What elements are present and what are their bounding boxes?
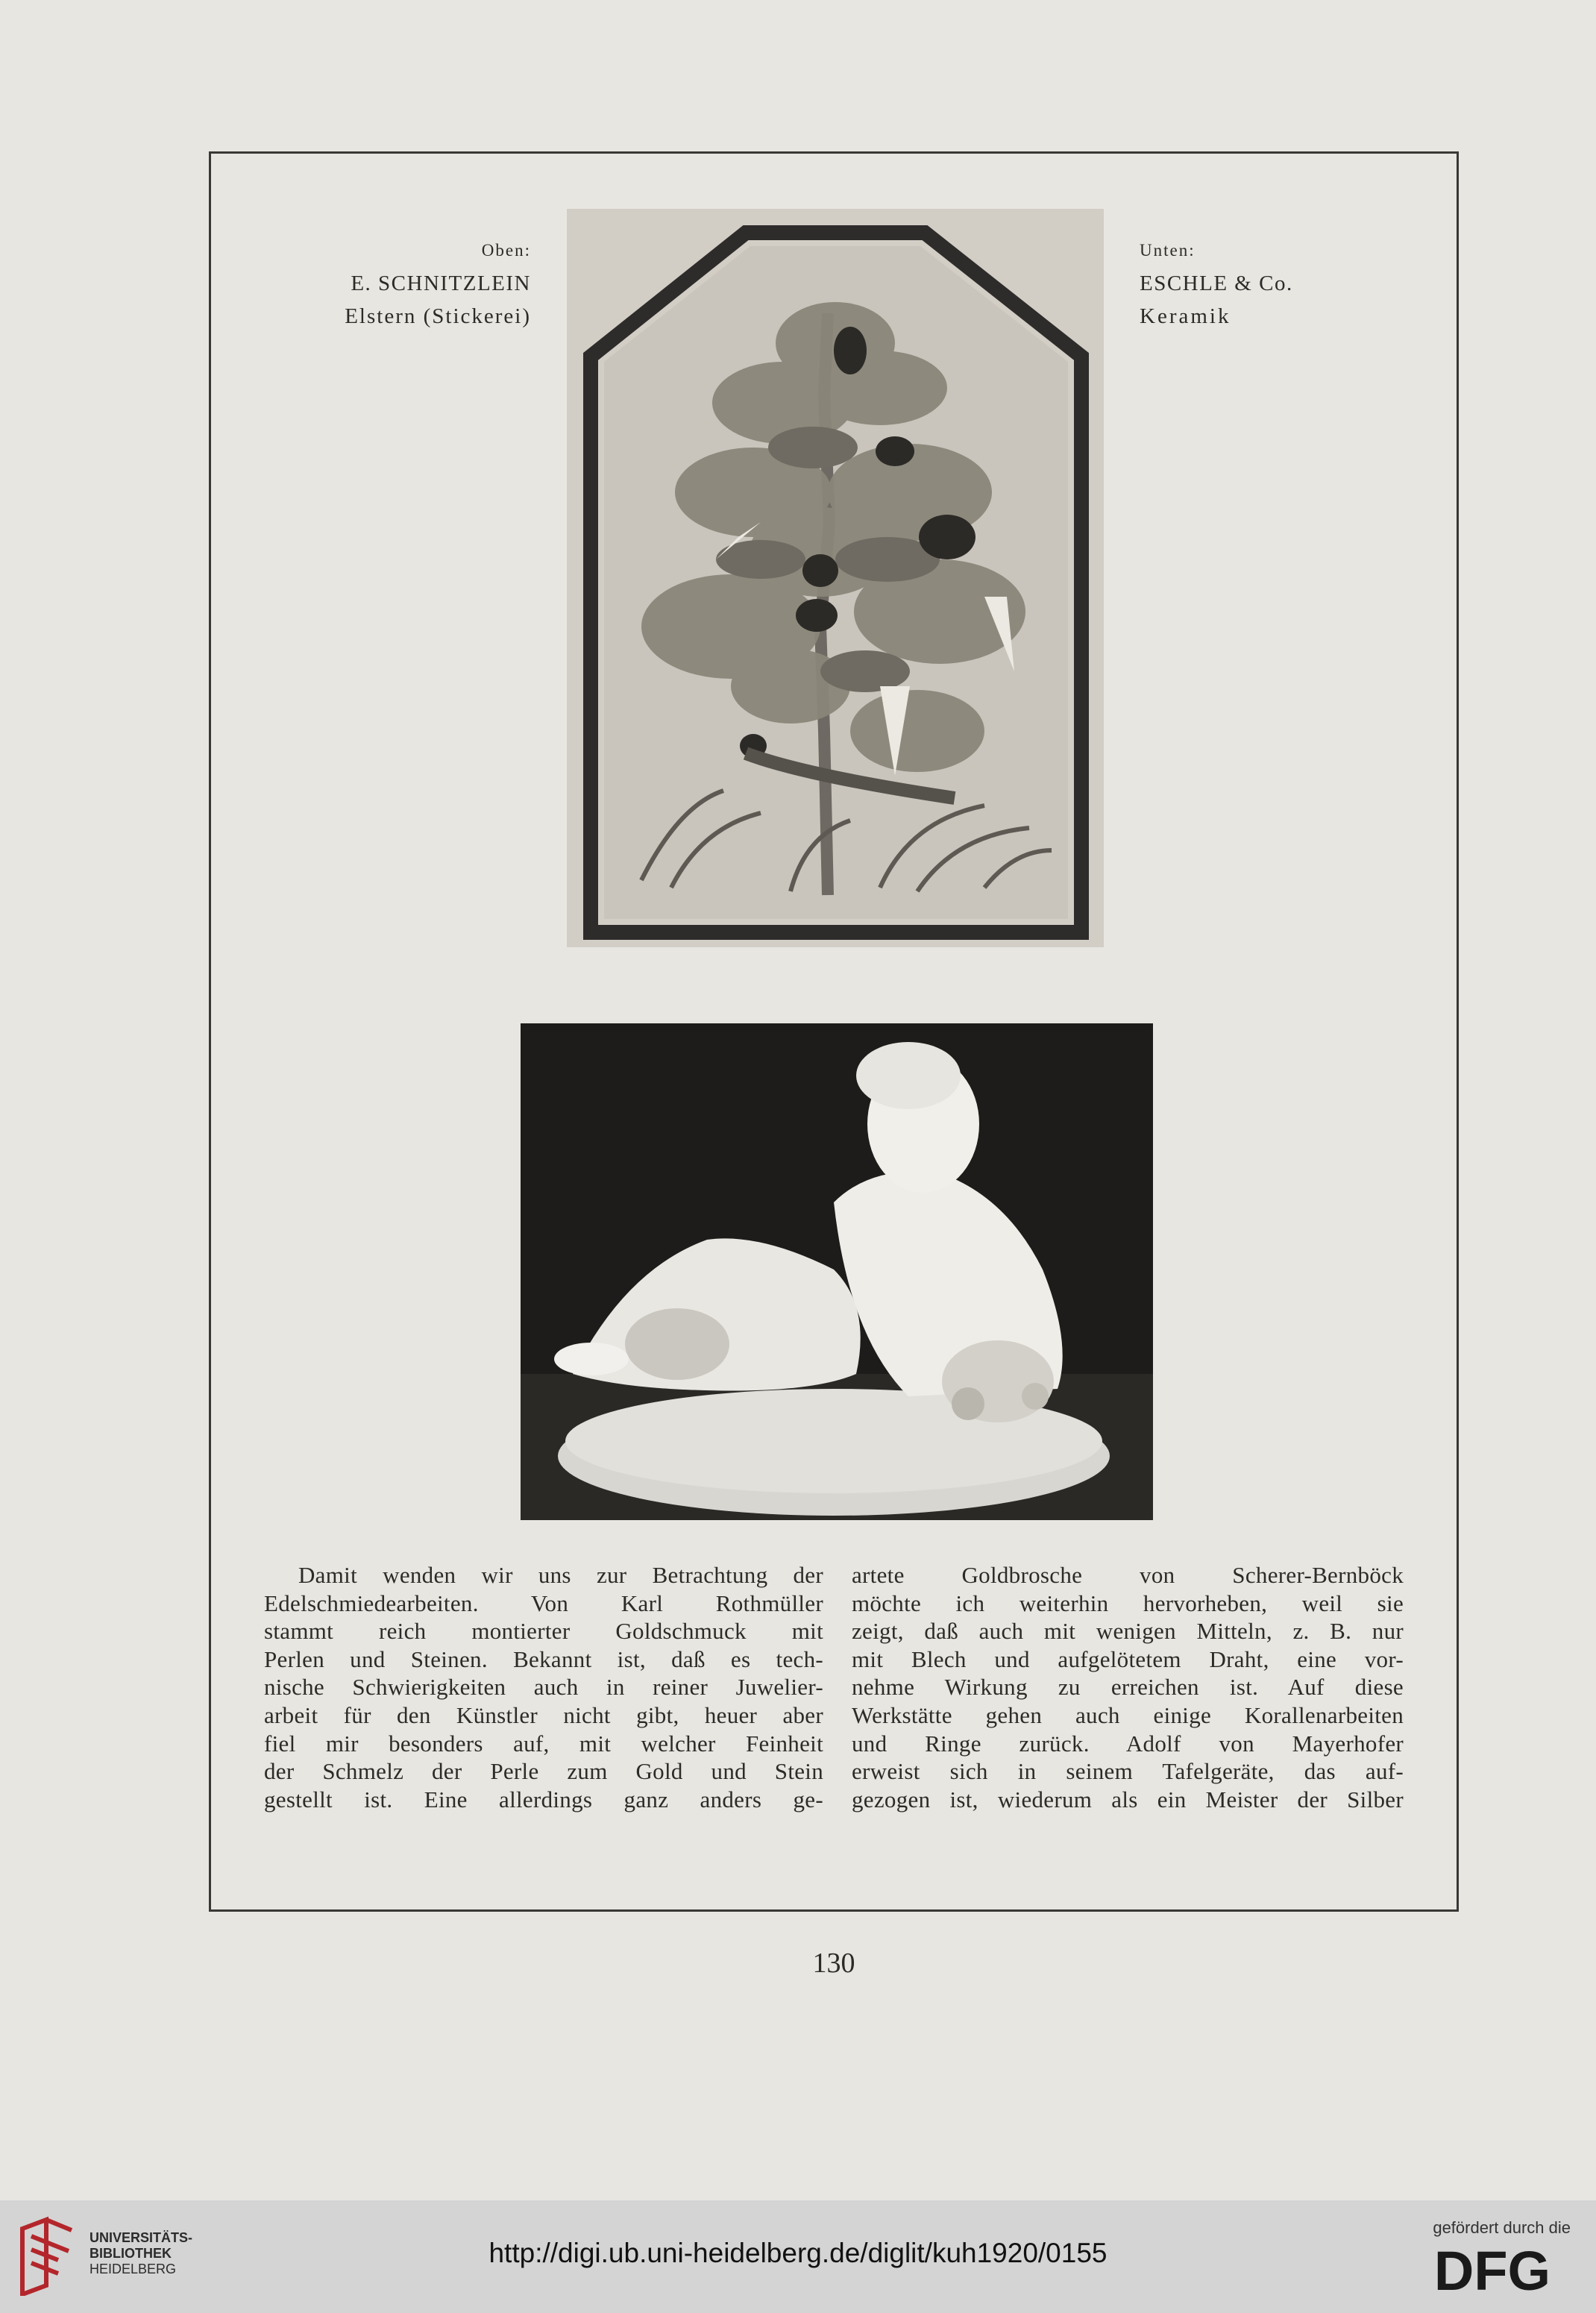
viewer-footer [0,2200,1596,2313]
caption-top-image [345,234,531,333]
text-line: gezogen ist, wiederum als ein Meister der Silber [852,1786,1404,1813]
text-line: Werkstätte gehen auch einige Korallenarbeiten [852,1701,1404,1728]
text-line: möchte ich weiterhin hervorheben, weil sie [852,1589,1404,1616]
caption-left-title: Elstern (Stickerei) [345,304,531,328]
text-column-right [852,1561,1404,1813]
text-line: arbeit für den Künstler nicht gibt, heuer aber [264,1701,823,1728]
text-line: Edelschmiedearbeiten. Von Karl Rothmüller [264,1589,823,1616]
caption-right-artist: ESCHLE & Co. [1140,272,1293,295]
text-line: fiel mir besonders auf, mit welcher Feinheit [264,1730,823,1757]
dfg-logo-text: DFG [1433,2244,1551,2296]
text-line: zeigt, daß auch mit wenigen Mitteln, z. B. nur [852,1618,1404,1645]
text-line: stammt reich montierter Goldschmuck mit [264,1618,823,1645]
text-line: gestellt ist. Eine allerdings ganz anders ge- [264,1786,823,1813]
library-line-2: BIBLIOTHEK [89,2246,172,2261]
caption-right-title: Keramik [1140,304,1231,328]
text-line: mit Blech und aufgelötetem Draht, eine vor- [852,1645,1404,1672]
page-number: 130 [812,1948,855,1979]
text-line: Damit wenden wir uns zur Betrachtung der [298,1562,823,1588]
text-line: artete Goldbrosche von Scherer-Bernböck [852,1562,1404,1588]
text-column-left [264,1561,823,1813]
library-line-1: UNIVERSITÄTS- [89,2230,193,2245]
text-line: und Ringe zurück. Adolf von Mayerhofer [852,1730,1404,1757]
dfg-logo-icon[interactable] [1414,2244,1571,2296]
funding-label: gefördert durch die [1433,2218,1571,2237]
text-line: erweist sich in seinem Tafelgeräte, das auf- [852,1758,1404,1785]
ceramic-figure-image [521,1023,1153,1520]
text-line: nische Schwierigkeiten auch in reiner Juwelier- [264,1674,823,1701]
text-line: Perlen und Steinen. Bekannt ist, daß es tech- [264,1645,823,1672]
caption-bottom-image [1140,234,1293,333]
permalink-url[interactable]: http://digi.ub.uni-heidelberg.de/diglit/kuh1920/0155 [488,2238,1108,2268]
text-line: der Schmelz der Perle zum Gold und Stein [264,1758,823,1785]
caption-left-artist: E. SCHNITZLEIN [351,272,531,295]
library-line-3: HEIDELBERG [89,2262,177,2276]
caption-left-label: Oben: [481,241,531,260]
caption-right-label: Unten: [1140,241,1196,260]
text-line: nehme Wirkung zu erreichen ist. Auf diese [852,1674,1404,1701]
embroidery-magpies-image [567,209,1104,947]
